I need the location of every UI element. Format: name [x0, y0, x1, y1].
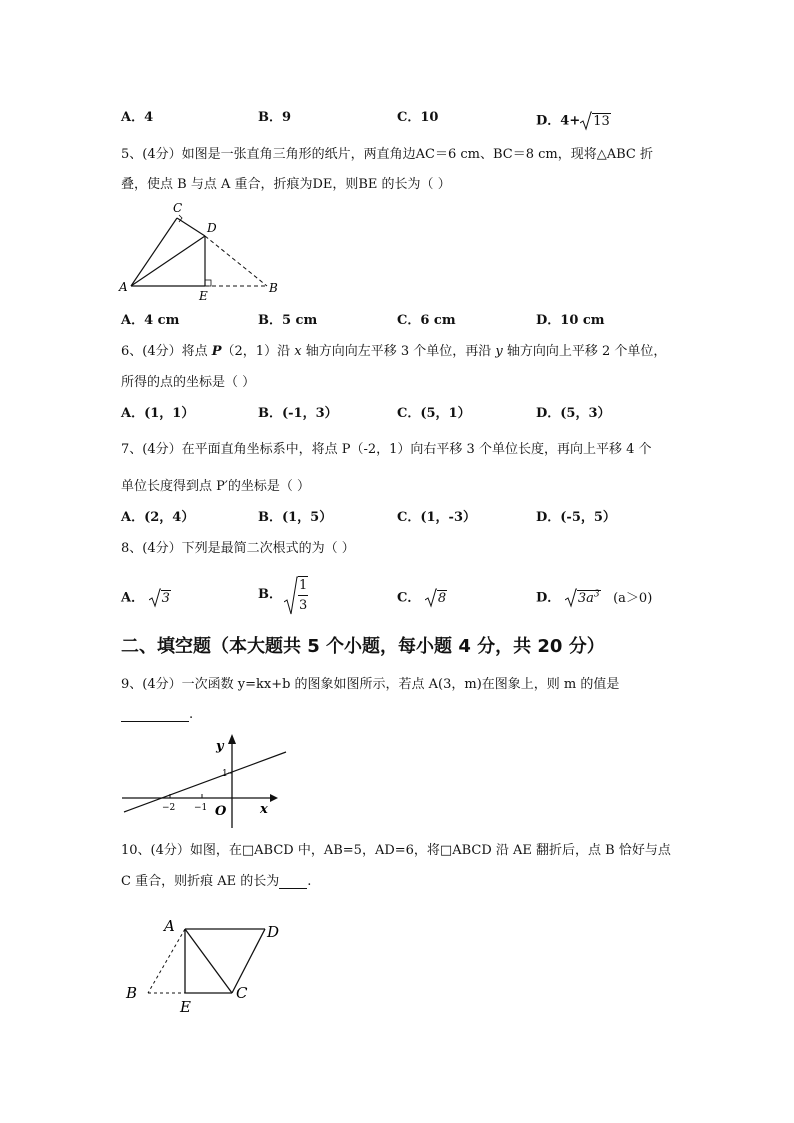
q5-label-c: C: [173, 201, 183, 215]
q4-option-a: A．4: [121, 110, 154, 125]
q8-option-b-denominator: 3: [299, 598, 308, 613]
q8-option-d-condition: (a＞0): [613, 590, 653, 606]
q9-label-x: x: [260, 802, 268, 817]
q8-option-d-exponent: 3: [593, 589, 600, 600]
q9-label-neg1: −1: [194, 803, 208, 813]
q10-seg-a: C 重合，则折痕 AE 的长为: [121, 874, 280, 889]
q5-text-line2: 叠，使点 B 与点 A 重合，折痕为DE，则BE 的长为（ ）: [121, 177, 451, 192]
q5-label-e: E: [199, 289, 208, 303]
q8-text-line1: 8、(4分）下列是最简二次根式的为（ ）: [121, 541, 355, 556]
q7-option-c: C．(1，-3）: [397, 510, 476, 525]
q10-label-e: E: [180, 998, 191, 1016]
q6-axis-x: x: [294, 344, 302, 359]
q9-text-line1: 9、(4分）一次函数 y=kx+b 的图象如图所示，若点 A(3，m)在图象上，则 m 的值是: [121, 677, 620, 692]
q8-option-d-radicand: 3a: [577, 590, 594, 606]
section-title: 二、填空题（本大题共 5 个小题，每小题 4 分，共 20 分）: [121, 636, 605, 657]
q7-option-b: B．(1，5）: [258, 510, 333, 525]
q6-option-a: A．(1，1）: [121, 406, 195, 421]
q8-option-d-label: D．: [536, 590, 561, 606]
q5-option-d: D．10 cm: [536, 313, 605, 328]
q8-option-c: [397, 588, 447, 608]
answer-blank: [121, 708, 189, 722]
q6-text-line2: 所得的点的坐标是（ ）: [121, 375, 256, 390]
q10-text-line2: [121, 875, 311, 889]
q5-label-d: D: [207, 221, 217, 235]
q5-option-a: A．4 cm: [121, 313, 180, 328]
q10-label-a: A: [164, 917, 175, 935]
q4-option-d: [536, 111, 611, 131]
q7-text-line1: 7、(4分）在平面直角坐标系中，将点 P（-2，1）向右平移 3 个单位长度，再向上平移 4 个: [121, 442, 652, 457]
q10-label-b: B: [126, 984, 138, 1002]
q6-seg-c: 轴方向向左平移 3 个单位，再沿: [301, 344, 496, 359]
sqrt-symbol: [580, 111, 592, 131]
q10-text-line1: 10、(4分）如图，在□ABCD 中，AB=5，AD=6，将□ABCD 沿 AE 翻折后，点 B 恰好与点: [121, 843, 671, 858]
sqrt-symbol: [425, 588, 437, 608]
q5-option-b: B．5 cm: [258, 313, 318, 328]
q6-seg-b: （2，1）沿: [221, 344, 295, 359]
q8-option-b-numerator: 1: [299, 578, 308, 593]
q9-label-y: y: [216, 739, 224, 754]
q5-text-line1: 5、(4分）如图是一张直角三角形的纸片，两直角边AC＝6 cm、BC＝8 cm，现将△ABC 折: [121, 147, 653, 162]
q5-label-a: A: [119, 280, 128, 294]
sqrt-symbol: [284, 576, 298, 616]
q5-label-b: B: [269, 281, 278, 295]
q8-option-d: [536, 588, 652, 608]
answer-blank: [279, 875, 307, 889]
q10-seg-b: .: [307, 874, 312, 889]
q4-option-b: B．9: [258, 110, 292, 125]
q10-label-c: C: [236, 984, 248, 1002]
sqrt-symbol: [149, 588, 161, 608]
q9-label-origin: O: [215, 804, 227, 819]
q5-option-c: C．6 cm: [397, 313, 456, 328]
q6-seg-d: 轴方向向上平移 2 个单位，: [502, 344, 667, 359]
q4-option-d-label: D．4+: [536, 113, 581, 129]
sqrt-symbol: [565, 588, 577, 608]
q9-label-neg2: −2: [162, 803, 176, 813]
q8-option-a: [121, 588, 171, 608]
q6-option-d: D．(5，3）: [536, 406, 611, 421]
q4-option-d-radicand: 13: [593, 113, 610, 129]
q8-option-c-radicand: 8: [437, 590, 447, 606]
q9-label-one: 1: [222, 769, 228, 779]
q9-linear-graph: [118, 732, 290, 828]
q7-option-d: D．(-5，5）: [536, 510, 616, 525]
q8-option-b-label: B．: [258, 587, 282, 602]
q10-parallelogram-figure: [120, 915, 295, 1020]
q6-seg-a: 6、(4分）将点: [121, 344, 212, 359]
q7-text-line2: 单位长度得到点 P′的坐标是（ ）: [121, 479, 310, 494]
q7-option-a: A．(2，4）: [121, 510, 195, 525]
q8-option-d-radicand-box: [577, 590, 601, 606]
q9-end: .: [189, 707, 194, 722]
q4-option-c: C．10: [397, 110, 439, 125]
q8-option-a-label: A．: [121, 590, 145, 606]
q6-option-b: B．(-1，3）: [258, 406, 338, 421]
q8-option-a-radicand: 3: [161, 590, 170, 606]
q9-answer-line: [121, 708, 193, 722]
q10-label-d: D: [267, 923, 280, 941]
q6-axis-y: y: [495, 344, 503, 359]
q6-point-p: P: [211, 344, 222, 359]
q5-triangle-figure: [115, 198, 290, 303]
q6-option-c: C．(5，1）: [397, 406, 471, 421]
q8-option-c-label: C．: [397, 590, 421, 606]
q6-text-line1: [121, 345, 666, 358]
